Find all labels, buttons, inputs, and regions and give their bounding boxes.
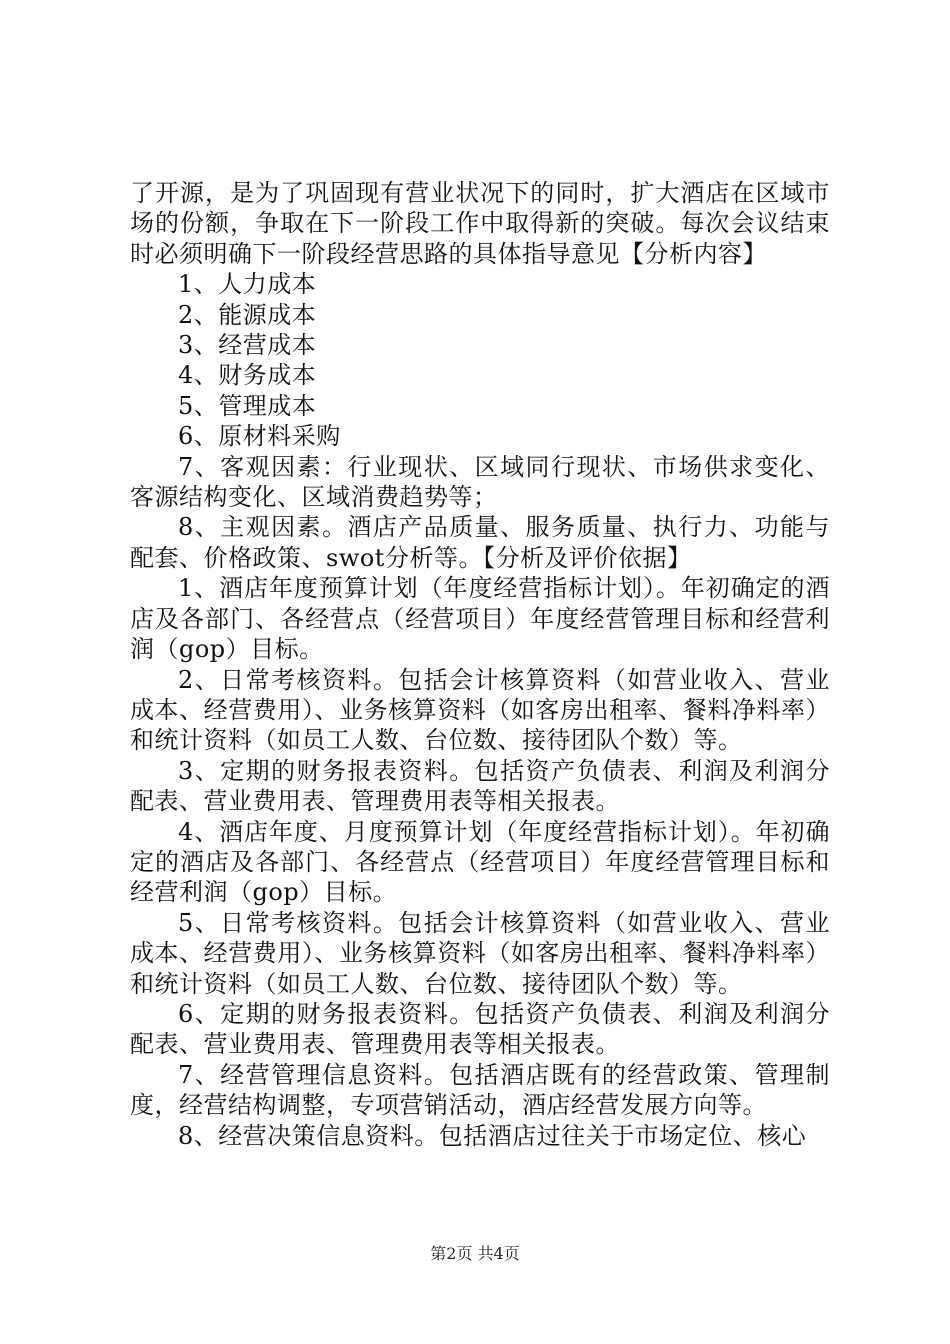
paragraph: 1、人力成本 (178, 270, 317, 299)
document-body (130, 178, 830, 1151)
paragraph: 5、管理成本 (178, 391, 317, 420)
paragraph: 6、定期的财务报表资料。包括资产负债表、利润及利润分配表、营业费用表、管理费用表等相关报表。 (130, 999, 830, 1059)
paragraph: 7、经营管理信息资料。包括酒店既有的经营政策、管理制度，经营结构调整，专项营销活动，酒店经营发展方向等。 (130, 1060, 830, 1120)
paragraph: 6、原材料采购 (178, 422, 341, 451)
paragraph: 4、财务成本 (178, 361, 317, 390)
paragraph: 5、日常考核资料。包括会计核算资料（如营业收入、营业成本、经营费用）、业务核算资料（如客房出租率、餐料净料率）和统计资料（如员工人数、台位数、接待团队个数）等。 (130, 908, 830, 998)
paragraph: 8、主观因素。酒店产品质量、服务质量、执行力、功能与配套、价格政策、swot分析等。【分析及评价依据】 (130, 513, 830, 572)
paragraph: 7、客观因素：行业现状、区域同行现状、市场供求变化、客源结构变化、区域消费趋势等； (130, 452, 830, 512)
paragraph: 2、能源成本 (178, 300, 317, 329)
paragraph: 2、日常考核资料。包括会计核算资料（如营业收入、营业成本、经营费用）、业务核算资料（如客房出租率、餐料净料率）和统计资料（如员工人数、台位数、接待团队个数）等。 (130, 665, 830, 755)
paragraph: 3、经营成本 (178, 331, 317, 360)
paragraph: 了开源，是为了巩固现有营业状况下的同时，扩大酒店在区域市场的份额，争取在下一阶段工作中取得新的突破。每次会议结束时必须明确下一阶段经营思路的具体指导意见【分析内容】 (130, 179, 830, 268)
paragraph: 8、经营决策信息资料。包括酒店过往关于市场定位、核心 (178, 1121, 807, 1150)
paragraph: 4、酒店年度、月度预算计划（年度经营指标计划）。年初确定的酒店及各部门、各经营点（经营项目）年度经营管理目标和经营利润（gop）目标。 (130, 817, 830, 907)
page-footer: 第2页 共4页 (430, 1244, 520, 1263)
paragraph: 1、酒店年度预算计划（年度经营指标计划）。年初确定的酒店及各部门、各经营点（经营项目）年度经营管理目标和经营利润（gop）目标。 (130, 574, 830, 664)
paragraph: 3、定期的财务报表资料。包括资产负债表、利润及利润分配表、营业费用表、管理费用表等相关报表。 (130, 756, 830, 816)
